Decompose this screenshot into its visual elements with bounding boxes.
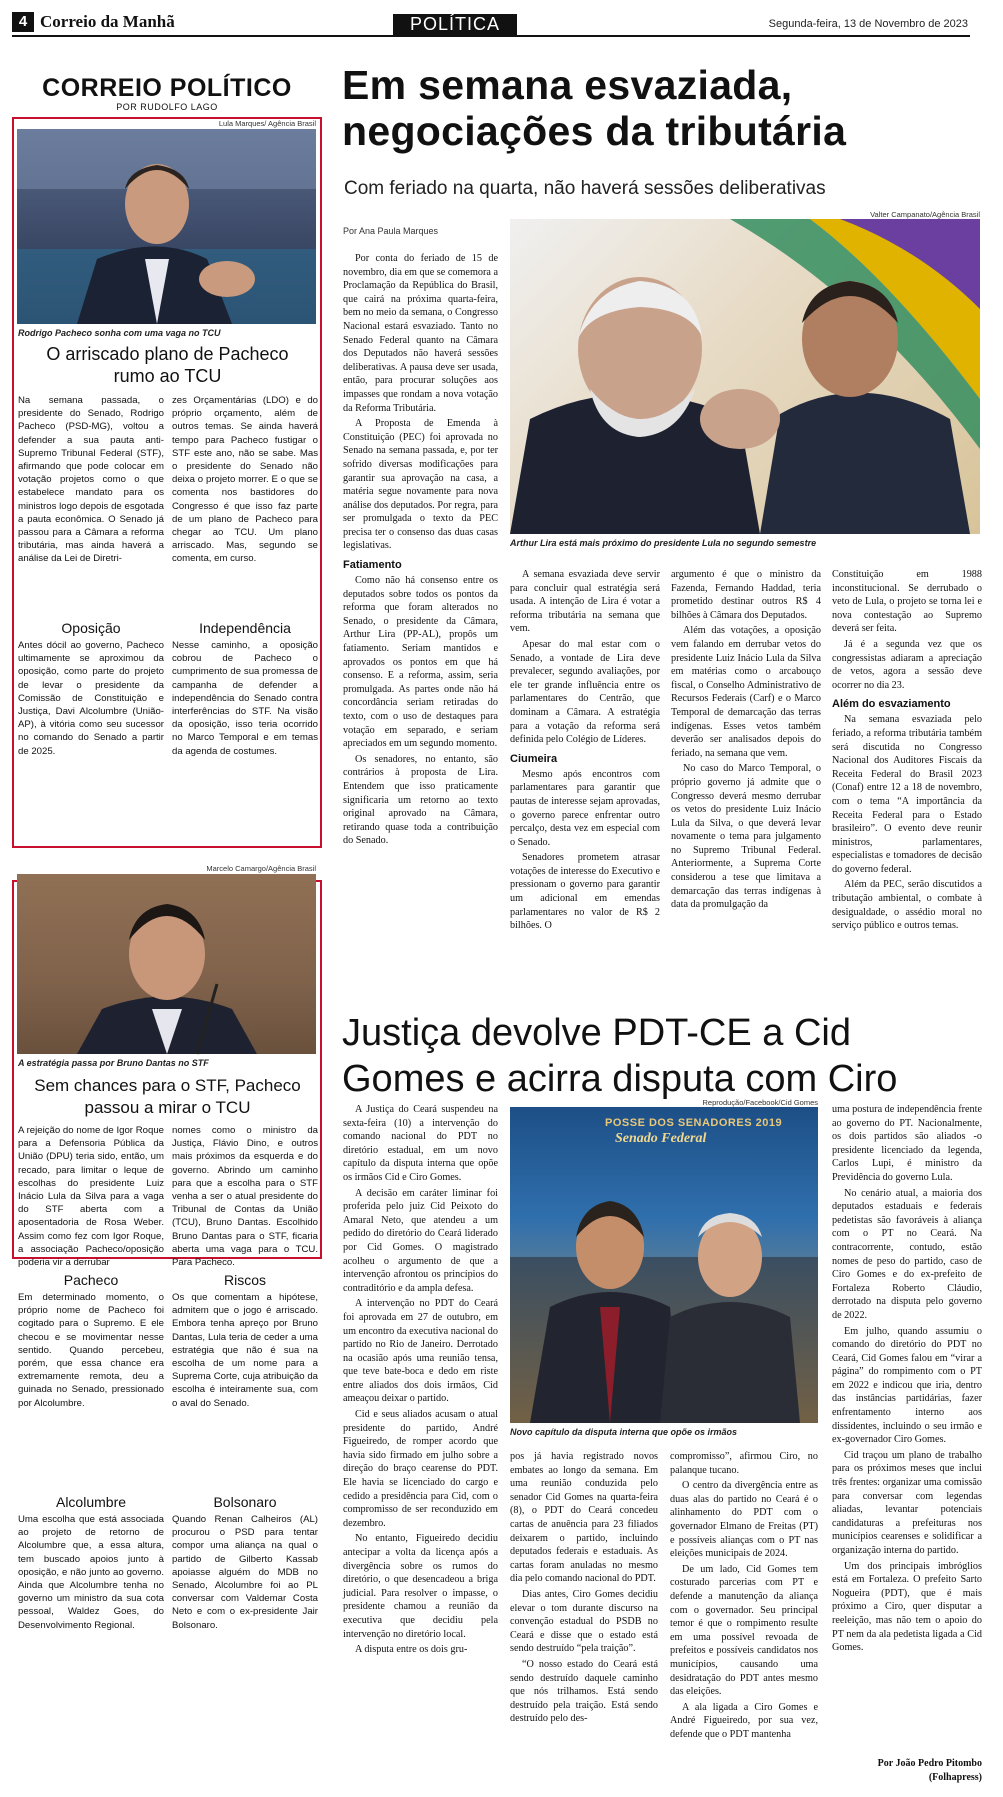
- article2-photo-caption: Novo capítulo da disputa interna que opõe os irmãos: [510, 1427, 738, 1437]
- article1-col1-p3: Como não há consenso entre os deputados sobre todos os pontos da reforma que foram alterados no Senado, o presidente da Câmara, Arthur Lira (PP-AL), propôs um fatiamento. Seriam mantidos e aprovados os pontos em que há consenso. E a reforma, assim, seria promulgada. As partes onde não há concordância seriam retiradas do texto, com o uso de destaques para votação em separado, e seriam apreciados em um segundo momento.: [343, 575, 498, 750]
- subhead-oposicao: Oposição: [61, 620, 121, 636]
- article2-col3: [670, 1450, 818, 1790]
- article1-photo-credit: Valter Campanato/Agência Brasil: [870, 210, 980, 219]
- article1-col3-p2: Além das votações, a oposição vem falando em derrubar vetos do presidente Luiz Inácio Lula da Silva em matérias como o arcabouço fiscal, o Conselho Administrativo de Recursos Federais (Carf) e o Marco Temporal de demarcação das terras indígenas. Esses vetos também deverão ser analisados depois do feriado, na semana que vem.: [671, 625, 821, 759]
- photo-lula-lira: [510, 219, 980, 534]
- photo1-credit: Lula Marques/ Agência Brasil: [218, 119, 316, 128]
- article2-headline: Justiça devolve PDT-CE a Cid Gomes e acirra disputa com Ciro: [342, 1012, 898, 1100]
- article1-col2: [510, 568, 660, 983]
- article1-byline: Por Ana Paula Marques: [343, 226, 439, 236]
- story2-col1: [18, 1124, 164, 1269]
- story1-col1-text: Na semana passada, o presidente do Senado, Rodrigo Pacheco (PSD-MG), voltou a defender a sua pauta anti-Supremo Tribunal Federal (STF), afirmando que pode colocar em votação projetos como o que estabelece mandato para os ministros logo depois de esgotada a pauta econômica. O Senado já passou para a Câmara a reforma tributária, mas ainda haverá a análise da Lei de Diretri-: [18, 395, 164, 565]
- photo2-illustration: [17, 874, 316, 1054]
- text-alcolumbre: Uma escolha que está associada ao projeto de retorno de Alcolumbre que, a essa altura, tem buscado apoios junto à oposição, e não junto ao governo. Ainda que Alcolumbre tenha no governo um ministro da sua cota pessoal, Waldez Goes, do Desenvolvimento Regional.: [18, 1514, 164, 1631]
- article1-col1-p4: Os senadores, no entanto, são contrários à proposta de Lira. Entendem que isso praticamente significaria um retorno ao texto original aprovado na Câmara, retirando quase toda a contribuição do Senado.: [343, 753, 498, 847]
- photo1-caption: Rodrigo Pacheco sonha com uma vaga no TCU: [18, 328, 221, 338]
- article2-col1-p2: A decisão em caráter liminar foi proferida pelo juiz Cid Peixoto do Amaral Neto, que atendeu a um pedido do diretório do Ceará liderado por Cid Gomes. O magistrado acolheu o argumento de que a intervenção afrontou os princípios do contraditório e da ampla defesa.: [343, 1187, 498, 1294]
- story1-col1: [18, 394, 164, 618]
- article2-col1-p3: A intervenção no PDT do Ceará foi aprovada em 27 de outubro, em um encontro da executiva nacional do partido no Rio de Janeiro. Derrotado na ocasião após uma reunião tensa, que teve bate-boca e dedo em riste entre aliados dos dois irmãos, Cid ameaçou deixar o partido.: [343, 1298, 498, 1405]
- story2-col2: [172, 1124, 318, 1269]
- article1-headline: Em semana esvaziada, negociações da tributária: [342, 62, 847, 154]
- banner-posse-senadores: POSSE DOS SENADORES 2019: [605, 1117, 783, 1129]
- article2-col4-p1: uma postura de independência frente ao governo do PT. Nacionalmente, os dois partidos são aliados -o presidente licenciado da legenda, Carlos Lupi, é ministro da Previdência do governo Lula.: [832, 1104, 982, 1183]
- article2-photo-credit: Reprodução/Facebook/Cid Gomes: [702, 1098, 818, 1107]
- story2-col1-text: A rejeição do nome de Igor Roque para a Defensoria Pública da União (DPU) teria sido, então, um recado, para limitar o leque de escolhas do presidente Luiz Inácio Lula da Silva para a vaga do STF aberta com a aposentadoria de Rosa Weber. Assim como fez com Igor Roque, a associação Pacheco/oposição poderia vir a derrubar: [18, 1125, 164, 1269]
- alcolumbre-section: [18, 1494, 164, 1724]
- article1-col2-p1: A semana esvaziada deve servir para concluir qual estratégia será usada. A intenção de Lira é votar a reforma tributária na semana que vem.: [510, 569, 660, 635]
- article2-col1-p4: Cid e seus aliados acusam o atual presidente do partido, André Figueiredo, de romper acordo que havia sido firmado em julho sobre a direção do braço cearense do PDT. Ele havia se licenciado do cargo e cedido a presidência para Cid, com o compromisso de ser reconduzido em dezembro.: [343, 1409, 498, 1529]
- newspaper-name: Correio da Manhã: [40, 12, 175, 31]
- article1-col2-p2: Apesar do mal estar com o Senado, a vontade de Lira deve prevalecer, segundo avaliações, por ele ter grande influência entre os parlamentares do Centrão, que dominam a Câmara. A estratégia para a votação da reforma será definida pelo Colégio de Líderes.: [510, 638, 660, 746]
- article1-subhead: Com feriado na quarta, não haverá sessões deliberativas: [344, 178, 826, 199]
- article1-col4-p4: Além da PEC, serão discutidos a tributação ambiental, o combate à desigualdade, o assédio moral no serviço público e outros temas.: [832, 879, 982, 932]
- article2-col2-p3: “O nosso estado do Ceará está sendo destruído daquele caminho que nós trilhamos. Está sendo destruído pela traição. Está sendo destruído pelo des-: [510, 1658, 658, 1725]
- photo3-illustration: [510, 219, 980, 534]
- article2-col4: [832, 1103, 982, 1753]
- page-date: Segunda-feira, 13 de Novembro de 2023: [768, 18, 968, 30]
- page-header: [0, 0, 1003, 36]
- riscos-section: [172, 1272, 318, 1492]
- text-riscos: Os que comentam a hipótese, admitem que o jogo é arriscado. Embora tenha apreço por Bruno Dantas, Lula teria de ceder a uma estratégia que não é sua na escolha de um nome para a Suprema Corte, cuja atribuição da escolha é inteiramente sua, com o aval do Senado.: [172, 1292, 318, 1409]
- section-label: POLÍTICA: [393, 14, 517, 35]
- text-independencia: Nesse caminho, a oposição cobrou de Pacheco o cumprimento de sua promessa de campanha de defender a independência do Senado contra interferências do STF. Na visão da oposição, isso teria ocorrido no Marco Temporal e em temas da agenda de costumes.: [172, 640, 318, 757]
- article2-col3-p3: De um lado, Cid Gomes tem costurado parcerias com PT e defende a manutenção da aliança com o governador. Seu principal temor é que o rompimento resulte em uma possível revoada de prefeitos e possíveis candidatos nos municípios, causando uma desidratação do PDT antes mesmo das eleições.: [670, 1563, 818, 1698]
- page-number: 4: [12, 12, 34, 32]
- header-rule: [12, 35, 970, 37]
- article2-col1-p6: A disputa entre os dois gru-: [355, 1644, 468, 1656]
- pacheco-section: [18, 1272, 164, 1492]
- column-byline: POR RUDOLFO LAGO: [116, 102, 218, 112]
- independencia-section: [172, 620, 318, 790]
- article1-col3-p3: No caso do Marco Temporal, o próprio governo já admite que o Congresso deverá mesmo derrubar os vetos do presidente Luiz Inácio Lula da Silva, o que deverá levar novamente o tema para julgamento no Supremo Tribunal Federal. Anteriormente, a Suprema Corte considerou a tese que limitava a demarcação das terras indígenas à data da promulgação da: [671, 763, 821, 911]
- article2-col1-p5: No entanto, Figueiredo decidiu antecipar a volta da licença após a divergência sobre os rumos do diretório, o que desencadeou a briga judicial. Para resolver o impasse, o presidente chamou a reunião da executiva que decidiu pela intervenção no diretório local.: [343, 1533, 498, 1640]
- article1-col4-p1: Constituição em 1988 inconstitucional. Se derrubado o veto de Lula, o projeto se torna lei e nova contestação ao Supremo deverá ser feita.: [832, 569, 982, 635]
- bolsonaro-section: [172, 1494, 318, 1724]
- article2-col2: [510, 1450, 658, 1790]
- story1-col2-text: zes Orçamentárias (LDO) e do próprio orçamento, além de outros temas. Se ainda haverá tempo para Pacheco fustigar o STF este ano, não se sabe. Mas o presidente do Senado não deixa o projeto morrer. E o que se comenta nos bastidores do Congresso é que isso faz parte de um plano de Pacheco para chegar ao TCU. Um plano arriscado. Mas, segundo se comenta, em curso.: [172, 395, 318, 565]
- subhead-pacheco: Pacheco: [63, 1272, 119, 1288]
- article1-photo-caption: Arthur Lira está mais próximo do presidente Lula no segundo semestre: [510, 538, 817, 548]
- article1-col3: [671, 568, 821, 983]
- article2-col4-p2: No cenário atual, a maioria dos deputados estaduais e federais pedetistas são favoráveis à aliança com o PT no Ceará. Na contracorrente, contudo, estão nomes de peso do partido, caso de Ciro Gomes e do ex-prefeito de Fortaleza Roberto Cláudio, derrotado na disputa pelo governo de 2022.: [832, 1187, 982, 1321]
- article2-col1: [343, 1103, 498, 1788]
- article1-col4-p3: Na semana esvaziada pelo feriado, a reforma tributária também será discutida no Congresso Nacional dos Auditores Fiscais da Receita Federal do Brasil 2023 (Conaf) entre 12 a 18 de novembro, com o tema “A importância da Receita Federal para o Estado brasileiro”. O evento deve reunir ministros, parlamentares, especialistas e tomadores de decisão do governo federal.: [832, 714, 982, 875]
- correio-politico-column: [10, 74, 324, 112]
- subhead-riscos: Riscos: [223, 1272, 266, 1288]
- photo2-caption: A estratégia passa por Bruno Dantas no STF: [18, 1058, 209, 1068]
- subhead-bolsonaro: Bolsonaro: [213, 1494, 277, 1510]
- headline-arriscado: O arriscado plano de Pacheco rumo ao TCU: [46, 344, 289, 386]
- banner-senado-federal: Senado Federal: [615, 1131, 707, 1146]
- story2-col2-text: nomes como o ministro da Justiça, Flávio Dino, e outros mais próximos da esquerda e do governo. Abrindo um caminho para que a escolha para o STF venha a ser o atual presidente do Tribunal de Contas da União (TCU), Bruno Dantas. Escolhido Bruno Dantas para o STF, ficaria aberta uma vaga para o TCU. Para Pacheco.: [172, 1125, 318, 1269]
- photo-cid-ciro: [510, 1107, 818, 1423]
- text-bolsonaro: Quando Renan Calheiros (AL) procurou o PSD para tentar compor uma aliança na qual o partido de Gilberto Kassab apoiasse alguém do MDB no Senado, Alcolumbre foi ao PL conversar com Valdemar Costa Neto e com o ex-presidente Jair Bolsonaro.: [172, 1514, 318, 1631]
- article1-col4-p2: Já é a segunda vez que os congressistas adiaram a apreciação de vetos, agora a sessão deve ocorrer no dia 23.: [832, 638, 982, 691]
- article2-col3-p4: A ala ligada a Ciro Gomes e André Figueiredo, por sua vez, defende que o PDT mantenha: [670, 1701, 818, 1740]
- subhead-independencia: Independência: [199, 620, 291, 636]
- article2-signature: Por João Pedro Pitombo: [877, 1758, 982, 1769]
- photo1-illustration: [17, 129, 316, 324]
- photo-rodrigo-pacheco: [17, 129, 316, 324]
- article2-col1-p1: A Justiça do Ceará suspendeu na sexta-feira (10) a intervenção do comando nacional do PDT no diretório estadual, em um novo capítulo da disputa interna que opõe os irmãos Cid e Ciro Gomes.: [343, 1104, 498, 1183]
- article2-col3-p2: O centro da divergência entre as duas alas do partido no Ceará é o alinhamento do PDT com o governador Elmano de Freitas (PT) e possíveis alianças com o PT nas eleições municipais de 2024.: [670, 1480, 818, 1560]
- article2-col3-p1: compromisso”, afirmou Ciro, no palanque tucano.: [670, 1451, 818, 1476]
- photo2-credit: Marcelo Camargo/Agência Brasil: [206, 864, 316, 873]
- column-title: CORREIO POLÍTICO: [42, 74, 292, 102]
- text-oposicao: Antes dócil ao governo, Pacheco ultimamente se aproximou da oposição, como parte do projeto de levar o presidente da Comissão de Constituição e Justiça, Davi Alcolumbre (União-AP), à vitória como seu sucessor no comando do Senado a partir de 2025.: [18, 640, 164, 757]
- article2-signature-agency: (Folhapress): [928, 1772, 982, 1783]
- article2-col4-p3: Em julho, quando assumiu o comando do diretório do PDT no Ceará, Cid Gomes falou em “virar a página” do rompimento com o PT em 2022 e indicou que iria, dentro das instâncias partidárias, fazer enfrentamento interno aos dissidentes, incluindo o seu irmão e ex-governador Ciro Gomes.: [832, 1325, 982, 1446]
- article2-col4-p5: Um dos principais imbróglios está em Fortaleza. O prefeito Sarto Nogueira (PDT), que é mais próximo a Ciro, quer disputar a reeleição, mas não tem o apoio do PT nem da ala pedetista ligada a Cid Gomes.: [832, 1560, 982, 1654]
- article1-col2-p3: Mesmo após encontros com parlamentares para garantir que pautas de interesse sejam aprovadas, o governo parece enfrentar outro percalço, desta vez em especial com o Senado.: [510, 768, 660, 848]
- subhead-alem-esvaziamento: Além do esvaziamento: [832, 698, 951, 711]
- headline-sem-chances: Sem chances para o STF, Pacheco passou a mirar o TCU: [34, 1076, 301, 1117]
- article1-col3-p1: argumento é que o ministro da Fazenda, Fernando Haddad, teria prometido destinar outros R$ 4 bilhões à Câmara dos Deputados.: [671, 569, 821, 621]
- subhead-fatiamento: Fatiamento: [343, 559, 402, 572]
- article2-col2-p1: pos já havia registrado novos embates ao longo da semana. Em uma reunião conduzida pelo senador Cid Gomes na quarta-feira (8), o PDT do Ceará concedeu cartas de anuência para 23 filiados deixarem o partido, incluindo deputados federais e estaduais. As cartas foram anuladas no mesmo dia pelo comando nacional do PDT.: [510, 1451, 658, 1585]
- oposicao-section: [18, 620, 164, 790]
- article1-col1-p2: A Proposta de Emenda à Constituição (PEC) foi aprovada no Senado na semana passada, e, por ter sofrido diversas modificações para garantir sua aprovação na casa, a matéria segue novamente para nova análise dos deputados. Por regra, para ser promulgada o texto da PEC precisa ter o consenso das duas casas legislativas.: [343, 418, 498, 552]
- story1-col2: [172, 394, 318, 618]
- article1-col2-p4: Senadores prometem atrasar votações de interesse do Executivo e pressionam o governo para garantir um adicional em emendas parlamentares no valor de R$ 2 bilhões. O: [510, 852, 660, 932]
- article2-col2-p2: Dias antes, Ciro Gomes decidiu elevar o tom durante discurso na convenção estadual do PSDB no Ceará e disse que o estado está sendo destruído “pela traição”.: [510, 1588, 658, 1655]
- text-pacheco: Em determinado momento, o próprio nome de Pacheco foi cogitado para o Supremo. E ele checou e se movimentar nesse sentido. Quando percebeu, porém, que essa chance era extremamente remota, deu a guinada no Senado, pressionado por Alcolumbre.: [18, 1292, 164, 1409]
- subhead-alcolumbre: Alcolumbre: [55, 1494, 127, 1510]
- article2-col4-p4: Cid traçou um plano de trabalho para os próximos meses que inclui três frentes: organizar uma comissão para conversar com legendas aliadas, levantar potenciais candidaturas a prefeituras nos municípios cearenses e solidificar a organização interna do partido.: [832, 1449, 982, 1556]
- subhead-ciumeira: Ciumeira: [510, 752, 558, 765]
- article1-col1: [343, 252, 498, 982]
- photo4-illustration: [510, 1107, 818, 1423]
- article1-col4: [832, 568, 982, 983]
- photo-bruno-dantas: [17, 874, 316, 1054]
- article1-col1-p1: Por conta do feriado de 15 de novembro, dia em que se comemora a Proclamação da República do Brasil, que cairá na próxima quarta-feira, bem no meio da semana, o Congresso Nacional estará esvaziado. Tanto no Senado Federal quanto na Câmara dos Deputados não haverá sessões deliberativas. A pausa deve ser usada, então, para procurar soluções aos impasses que rondam a nova votação da Reforma Tributária.: [343, 253, 498, 414]
